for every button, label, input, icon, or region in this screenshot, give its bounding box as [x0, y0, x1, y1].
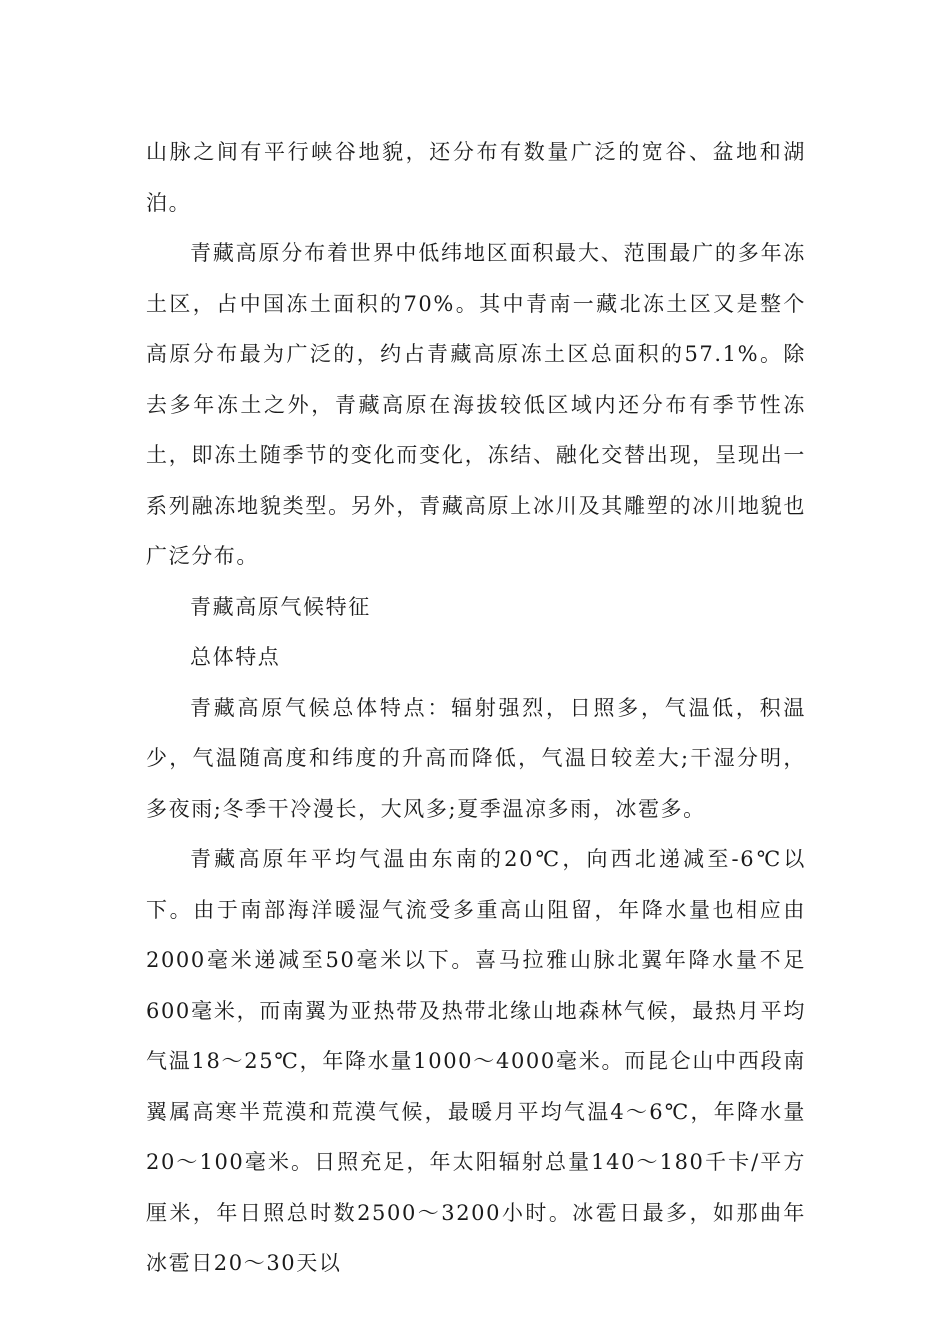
subsection-heading-overview: 总体特点	[190, 645, 281, 669]
document-body	[146, 127, 806, 1289]
section-heading-climate: 青藏高原气候特征	[190, 594, 371, 619]
paragraph-climate-summary: 青藏高原气候总体特点：辐射强烈，日照多，气温低，积温少，气温随高度和纬度的升高而降低，气温日较差大;干湿分明，多夜雨;冬季干冷漫长，大风多;夏季温凉多雨，冰雹多。	[146, 695, 806, 821]
paragraph-permafrost: 青藏高原分布着世界中低纬地区面积最大、范围最广的多年冻土区，占中国冻土面积的70%。其中青南一藏北冻土区又是整个高原分布最为广泛的，约占青藏高原冻土区总面积的57.1%。除去多年冻土之外，青藏高原在海拔较低区域内还分布有季节性冻土，即冻土随季节的变化而变化，冻结、融化交替出现，呈现出一系列融冻地貌类型。另外，青藏高原上冰川及其雕塑的冰川地貌也广泛分布。	[146, 241, 806, 568]
paragraph-temperature-precipitation: 青藏高原年平均气温由东南的20℃，向西北递减至-6℃以下。由于南部海洋暖湿气流受多重高山阻留，年降水量也相应由2000毫米递减至50毫米以下。喜马拉雅山脉北翼年降水量不足600毫米，而南翼为亚热带及热带北缘山地森林气候，最热月平均气温18～25℃，年降水量1000～4000毫米。而昆仑山中西段南翼属高寒半荒漠和荒漠气候，最暖月平均气温4～6℃，年降水量20～100毫米。日照充足，年太阳辐射总量140～180千卡/平方厘米，年日照总时数2500～3200小时。冰雹日最多，如那曲年冰雹日20～30天以	[146, 847, 806, 1275]
paragraph-landforms-end: 山脉之间有平行峡谷地貌，还分布有数量广泛的宽谷、盆地和湖泊。	[146, 140, 806, 215]
